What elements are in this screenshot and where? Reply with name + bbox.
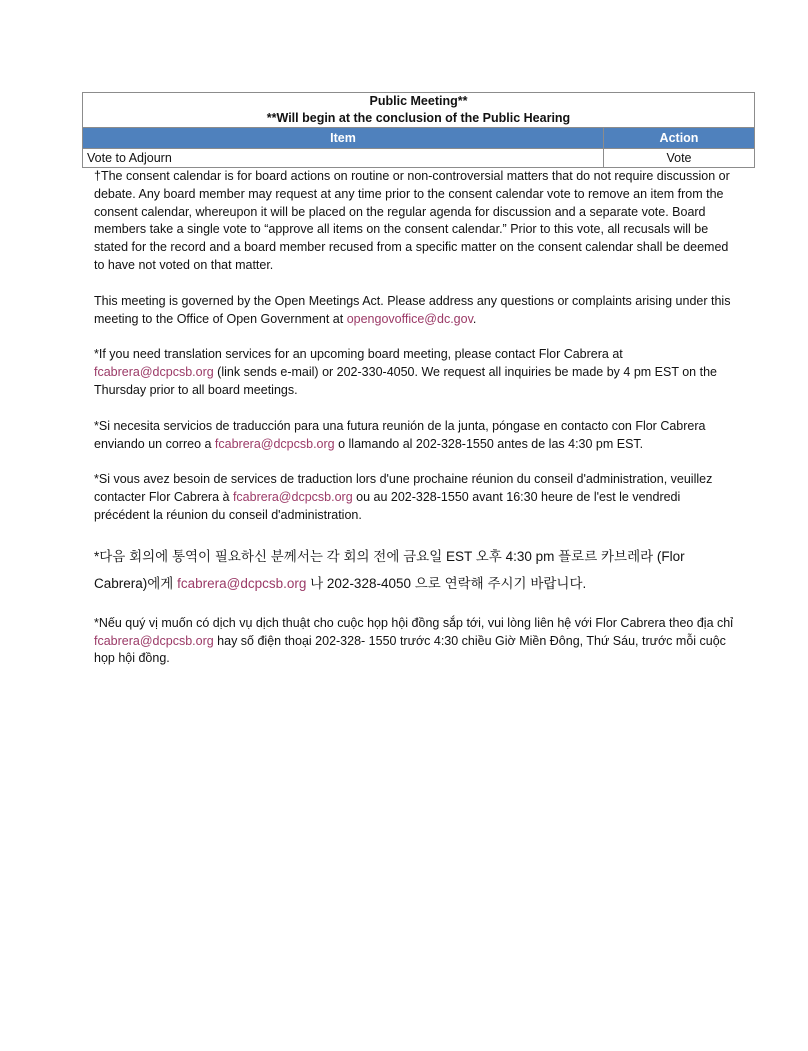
table-row xyxy=(83,149,755,168)
notes-section xyxy=(82,168,734,668)
korean-text-end: 나 202-328-4050 으로 연락해 주시기 바랍니다. xyxy=(306,575,587,591)
document-page xyxy=(82,92,755,668)
consent-calendar-note: †The consent calendar is for board actions on routine or non-controversial matters that do not require discussion or debate. Any board member may request at any time prior to the consent calendar vote to remove an item from the consent calendar, whereupon it will be placed on the regular agenda for discussion and a separate vote. Board members take a single vote to “approve all items on the consent calendar.” Prior to this vote, all recusals will be stated for the record and a board member recused from a specific matter on the consent calendar shall be deemed to have not voted on that matter. xyxy=(94,169,730,272)
table-title xyxy=(83,93,755,128)
french-text: *Si vous avez besoin de services de traduction lors d'une prochaine réunion du conseil d'administration, veuillez contacter Flor Cabrera à xyxy=(94,472,713,505)
translation-note-vietnamese xyxy=(94,615,734,668)
vietnamese-email-link[interactable]: fcabrera@dcpcsb.org xyxy=(94,633,214,648)
english-text: *If you need translation services for an upcoming board meeting, please contact Flor Cabrera at xyxy=(94,347,623,362)
spanish-text: *Si necesita servicios de traducción para una futura reunión de la junta, póngase en contacto con Flor Cabrera enviando un correo a xyxy=(94,418,706,451)
translation-note-korean xyxy=(94,543,734,597)
translation-note-english xyxy=(94,346,734,399)
korean-email-link[interactable]: fcabrera@dcpcsb.org xyxy=(177,575,307,591)
open-meetings-note xyxy=(94,293,734,329)
meeting-subtitle: **Will begin at the conclusion of the Public Hearing xyxy=(266,111,571,125)
spanish-email-link[interactable]: fcabrera@dcpcsb.org xyxy=(214,436,335,451)
vietnamese-text: *Nếu quý vị muốn có dịch vụ dịch thuật cho cuộc họp hội đồng sắp tới, vui lòng liên hệ với Flor Cabrera theo địa chỉ xyxy=(94,615,733,630)
open-meetings-end: . xyxy=(472,311,477,326)
row-action: Vote xyxy=(604,149,755,168)
vietnamese-text-end: hay số điện thoại 202-328- 1550 trước 4:30 chiều Giờ Miền Đông, Thứ Sáu, trước mỗi cuộc họp hội đồng. xyxy=(94,633,726,666)
column-header-item: Item xyxy=(83,128,604,149)
agenda-table xyxy=(82,92,755,168)
korean-text: *다음 회의에 통역이 필요하신 분께서는 각 회의 전에 금요일 EST 오후 4:30 pm 플로르 카브레라 (Flor Cabrera)에게 xyxy=(94,548,685,591)
translation-note-spanish xyxy=(94,418,734,454)
french-text-end: ou au 202-328-1550 avant 16:30 heure de l'est le vendredi précédent la réunion du conseil d'administration. xyxy=(94,490,681,522)
table-title-row xyxy=(83,93,755,128)
open-meetings-text: This meeting is governed by the Open Meetings Act. Please address any questions or complaints arising under this meeting to the Office of Open Government at xyxy=(94,293,731,326)
spanish-text-end: o llamando al 202-328-1550 antes de las 4:30 pm EST. xyxy=(334,436,644,451)
meeting-title: Public Meeting** xyxy=(369,94,468,108)
translation-note-french xyxy=(94,471,734,524)
row-item: Vote to Adjourn xyxy=(83,149,604,168)
english-text-end: (link sends e-mail) or 202-330-4050. We request all inquiries be made by 4 pm EST on the Thursday prior to all board meetings. xyxy=(94,365,717,397)
table-header-row xyxy=(83,128,755,149)
column-header-action: Action xyxy=(604,128,755,149)
french-email-link[interactable]: fcabrera@dcpcsb.org xyxy=(232,490,353,505)
opengov-email-link[interactable]: opengovoffice@dc.gov xyxy=(346,311,473,326)
english-email-link[interactable]: fcabrera@dcpcsb.org xyxy=(94,365,214,380)
